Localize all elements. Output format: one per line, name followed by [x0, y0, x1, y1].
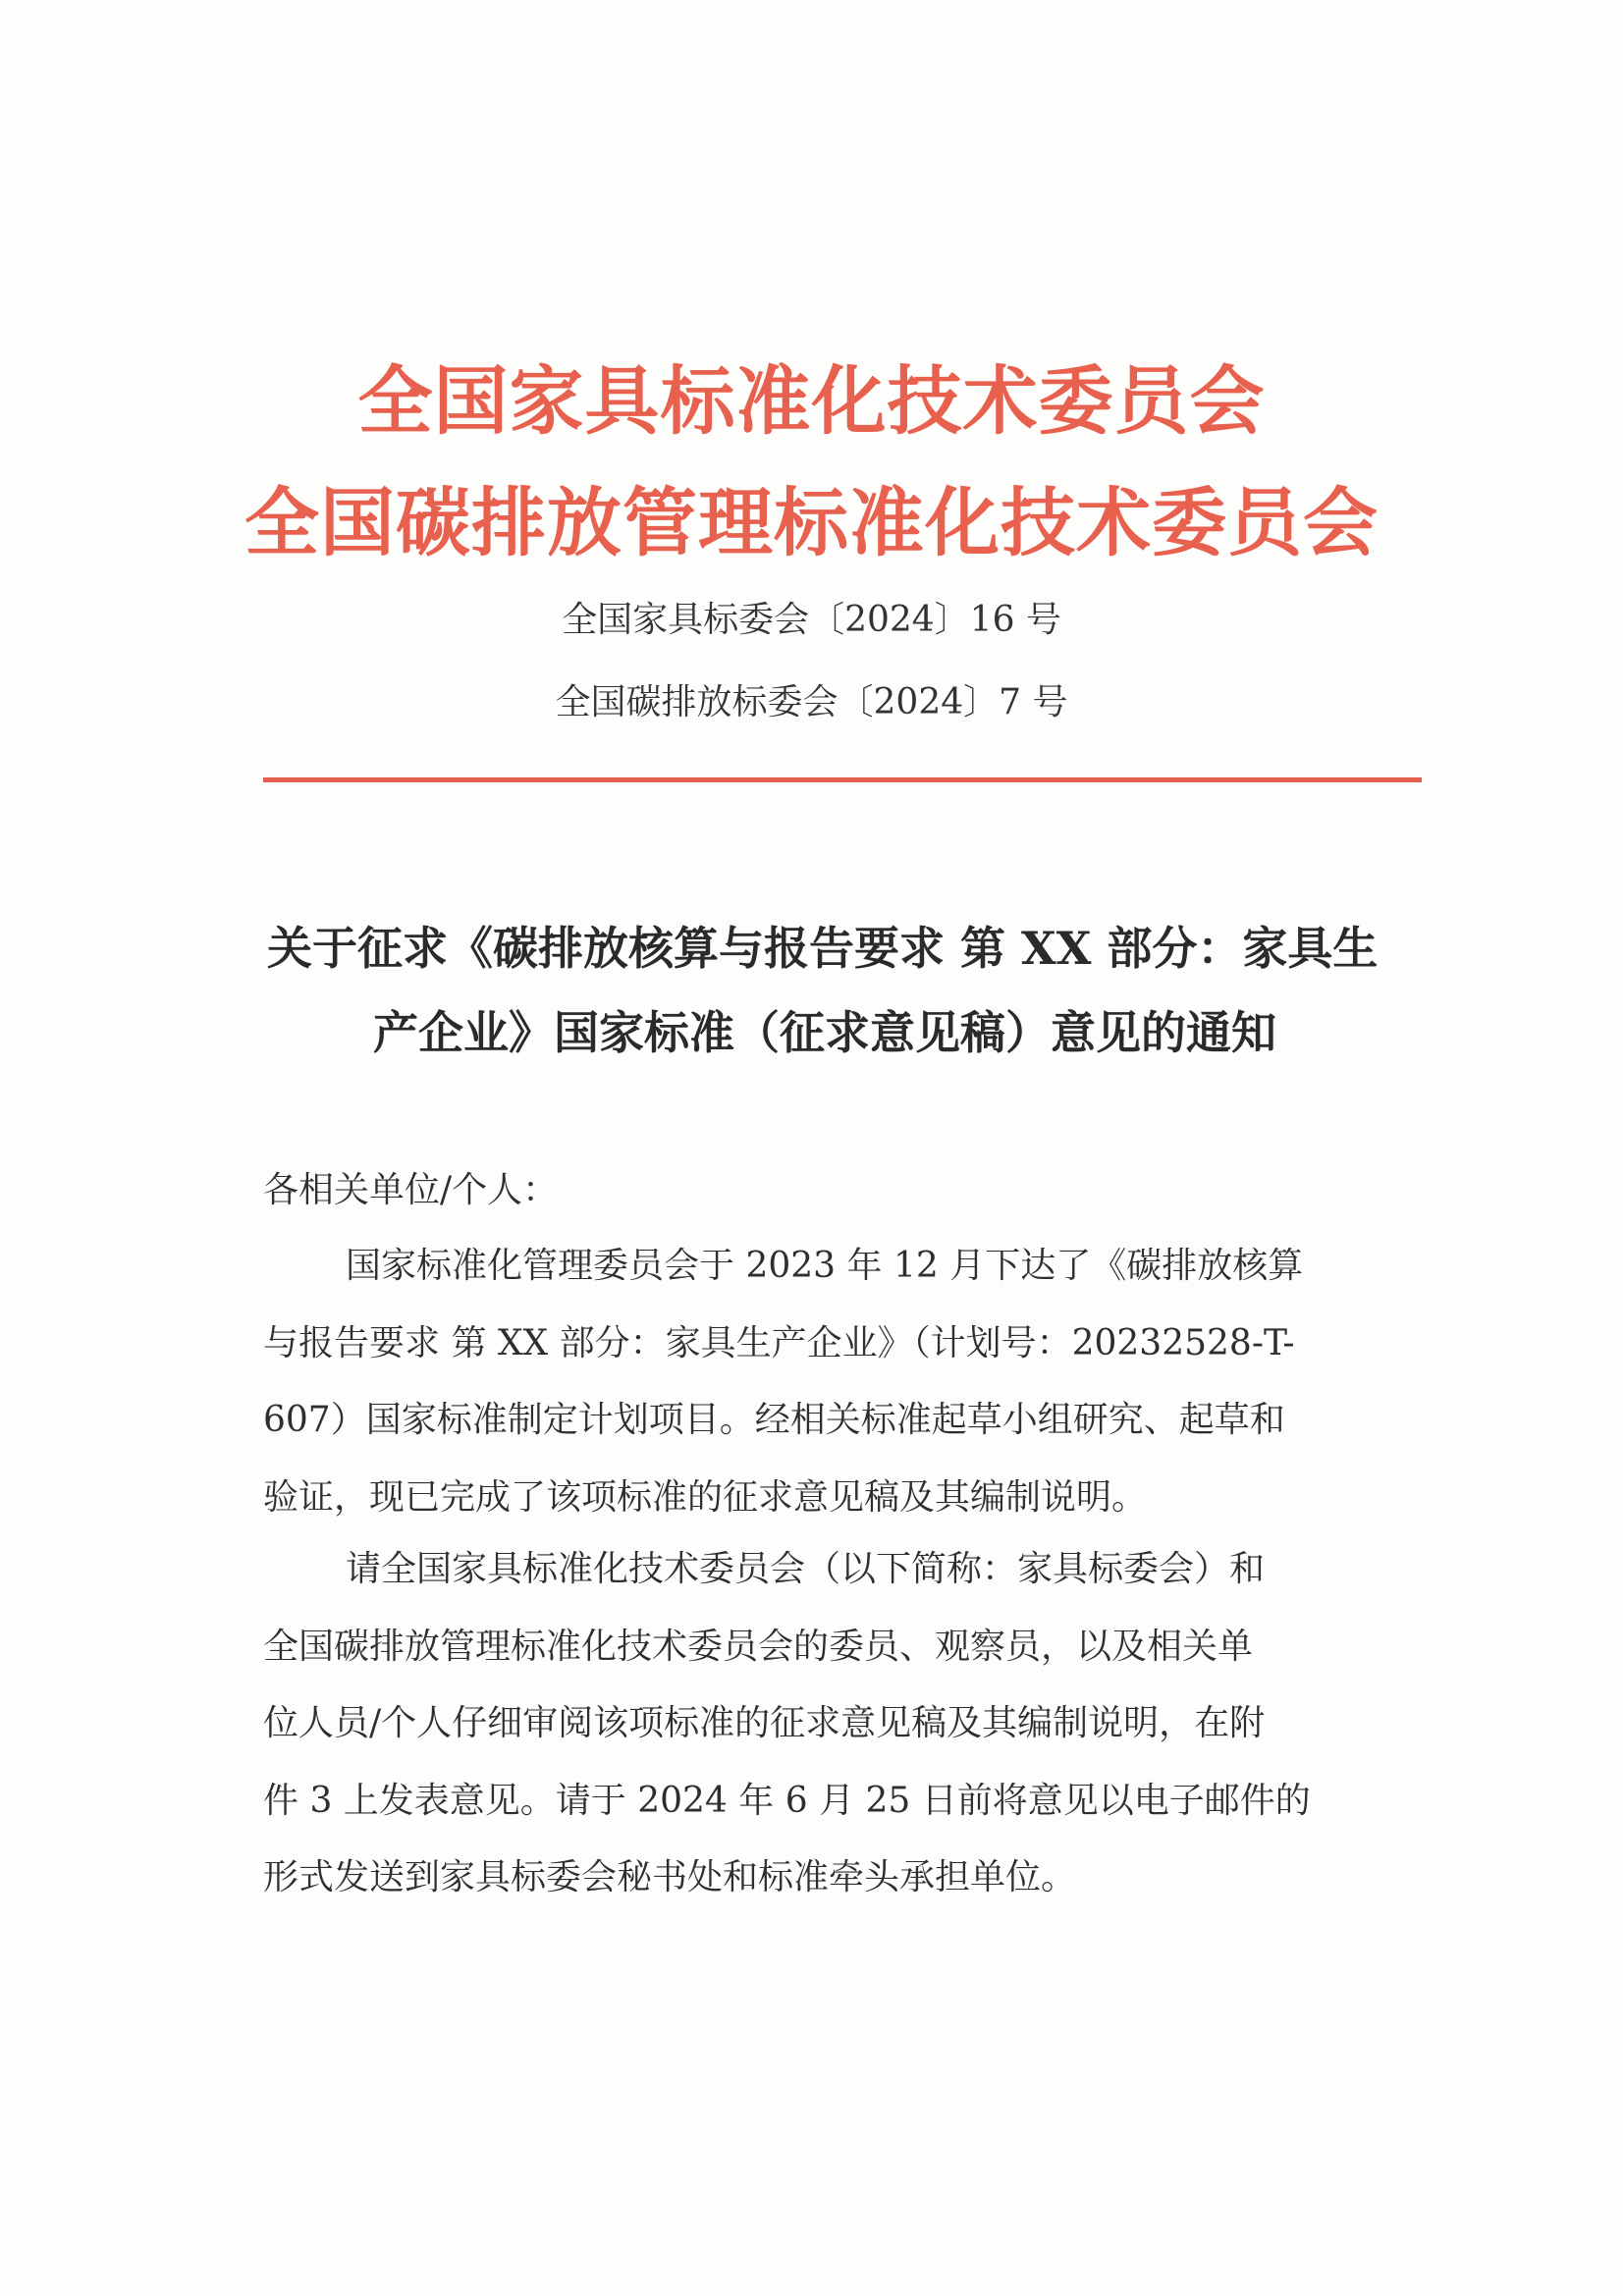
salutation: 各相关单位/个人： [263, 1170, 559, 1210]
document-number-carbon: 全国碳排放标委会〔2024〕7 号 [555, 682, 1068, 722]
issuer-title-carbon-committee: 全国碳排放管理标准化技术委员会 [244, 479, 1379, 566]
paragraph-1-line: 国家标准化管理委员会于 2023 年 12 月下达了《碳排放核算 [346, 1246, 1304, 1286]
notice-title-line-2: 产企业》国家标准（征求意见稿）意见的通知 [373, 1006, 1276, 1059]
red-divider-line [263, 777, 1422, 782]
paragraph-2-line: 请全国家具标准化技术委员会（以下简称：家具标委会）和 [346, 1549, 1266, 1589]
issuer-title-furniture-committee: 全国家具标准化技术委员会 [357, 357, 1266, 445]
paragraph-2-line: 形式发送到家具标委会秘书处和标准牵头承担单位。 [263, 1857, 1077, 1897]
paragraph-2 [263, 1531, 1422, 1917]
notice-title-line-1: 关于征求《碳排放核算与报告要求 第 XX 部分：家具生 [267, 922, 1379, 975]
paragraph-1-line: 验证，现已完成了该项标准的征求意见稿及其编制说明。 [263, 1476, 1148, 1518]
paragraph-2-line: 位人员/个人仔细审阅该项标准的征求意见稿及其编制说明，在附 [263, 1703, 1266, 1743]
paragraph-1-line: 607）国家标准制定计划项目。经相关标准起草小组研究、起草和 [263, 1400, 1285, 1440]
paragraph-2-line: 全国碳排放管理标准化技术委员会的委员、观察员，以及相关单 [263, 1626, 1254, 1667]
paragraph-1-line: 与报告要求 第 XX 部分：家具生产企业》（计划号：20232528-T- [263, 1322, 1295, 1363]
document-number-furniture: 全国家具标委会〔2024〕16 号 [562, 600, 1061, 640]
paragraph-2-line: 件 3 上发表意见。请于 2024 年 6 月 25 日前将意见以电子邮件的 [263, 1780, 1311, 1821]
paragraph-1 [263, 1228, 1422, 1536]
